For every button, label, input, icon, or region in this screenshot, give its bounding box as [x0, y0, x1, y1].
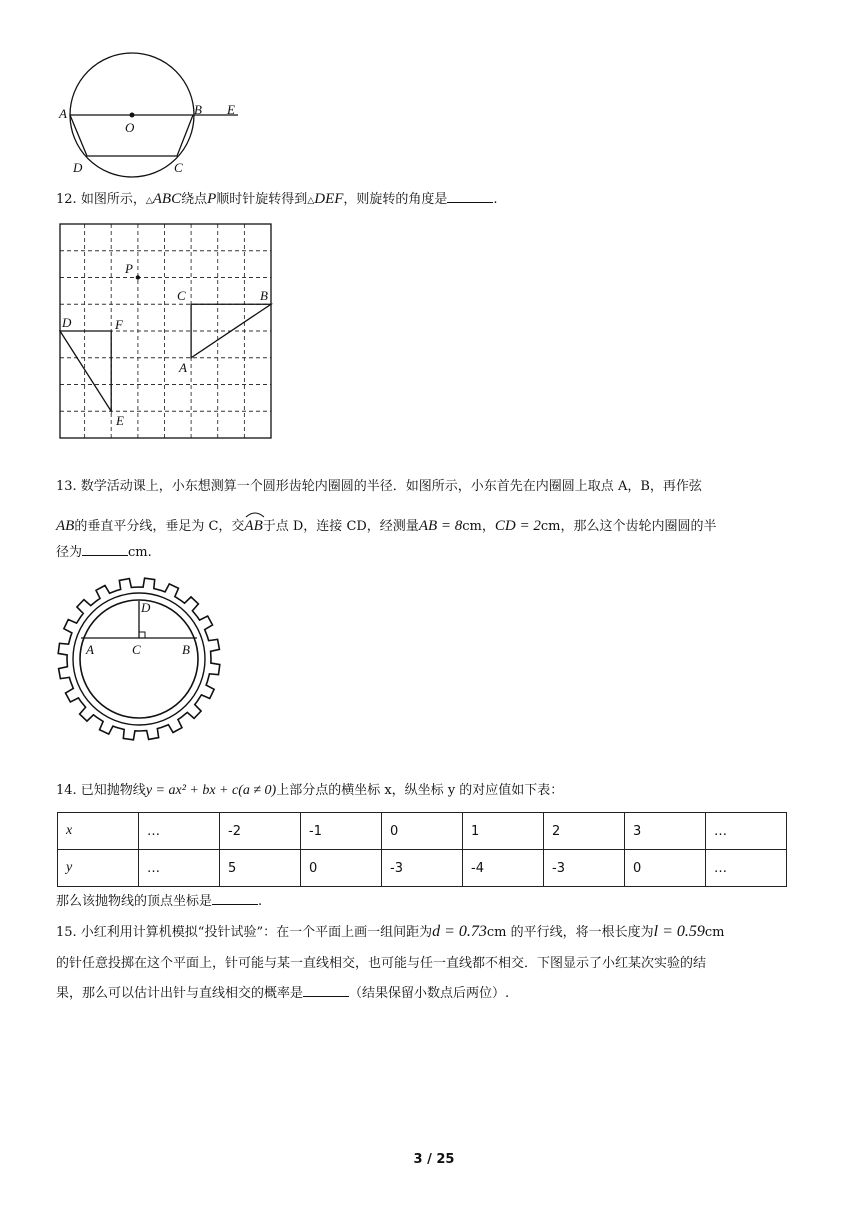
q15-text-b: cm 的平行线，将一根长度为 — [486, 925, 654, 940]
table-cell: 0 — [382, 813, 463, 850]
label-d: D — [141, 600, 151, 615]
label-o: O — [125, 120, 135, 135]
table-row-x — [58, 813, 787, 850]
question-15-line-3 — [56, 984, 509, 1003]
q13-unit1: cm， — [462, 519, 495, 534]
table-cell: … — [139, 813, 220, 850]
label-p: P — [125, 261, 133, 276]
table-cell: -1 — [301, 813, 382, 850]
q15-text-prob: 果，那么可以估计出针与直线相交的概率是 — [56, 986, 304, 1001]
triangle-def — [60, 331, 111, 411]
q13-text-b: 的垂直平分线，垂足为 C，交 — [74, 519, 245, 534]
table-cell: x — [58, 813, 139, 850]
table-cell: 2 — [544, 813, 625, 850]
q13-text-c: 于点 D，连接 CD，经测量 — [262, 519, 419, 534]
figure-grid-q12 — [58, 222, 274, 442]
q15-text-a: 15. 小红利用计算机模拟“投针试验”：在一个平面上画一组间距为 — [56, 925, 433, 940]
table-cell: … — [139, 850, 220, 887]
answer-blank-15[interactable] — [303, 984, 349, 997]
label-c: C — [177, 288, 186, 303]
table-cell: -3 — [544, 850, 625, 887]
label-f: F — [115, 317, 123, 332]
q12-text-c: 顺时针旋转得到 — [216, 192, 308, 207]
table-cell: 0 — [301, 850, 382, 887]
q13-eq2: CD = 2 — [494, 518, 541, 534]
q15-text-note: （结果保留小数点后两位）. — [349, 986, 510, 1001]
q12-text-b: 绕点 — [181, 192, 208, 207]
q15-text-c: cm — [704, 925, 725, 940]
label-d: D — [73, 160, 83, 175]
question-14-after — [56, 892, 262, 911]
arc-symbol — [245, 511, 265, 518]
q13-arc-ab — [244, 511, 262, 535]
label-a: A — [86, 642, 94, 657]
table-cell: 5 — [220, 850, 301, 887]
label-b: B — [194, 102, 202, 117]
question-13-line-3 — [56, 543, 152, 562]
q12-point: P — [207, 191, 217, 207]
label-b: B — [260, 288, 268, 303]
q14-after-b: . — [258, 894, 263, 909]
q13-unit2: cm，那么这个齿轮内圈圆的半 — [540, 519, 717, 534]
label-d: D — [62, 315, 72, 330]
q14-formula: y = ax² + bx + c(a ≠ 0) — [145, 783, 277, 798]
table-cell: -4 — [463, 850, 544, 887]
label-e: E — [116, 413, 124, 428]
table-cell: 3 — [625, 813, 706, 850]
page-number: 3 / 25 — [413, 1152, 455, 1167]
triangle-symbol: △ — [307, 196, 315, 206]
label-c: C — [132, 642, 141, 657]
q12-tri1: ABC — [152, 191, 182, 207]
q15-d: d = 0.73 — [432, 923, 487, 940]
label-a: A — [59, 106, 67, 121]
q13-ab: AB — [56, 518, 75, 534]
question-12 — [56, 190, 498, 210]
q12-number: 12. — [56, 192, 77, 207]
table-cell: -3 — [382, 850, 463, 887]
value-table — [57, 812, 787, 887]
label-e: E — [227, 102, 235, 117]
q13-unit-cm: cm. — [128, 545, 152, 560]
table-cell: … — [706, 850, 787, 887]
answer-blank-14[interactable] — [212, 892, 258, 905]
point-p — [136, 275, 140, 279]
label-a: A — [179, 360, 187, 375]
question-15-line-2: 的针任意投掷在这个平面上，针可能与某一直线相交，也可能与任一直线都不相交．下图显示了小红某次实验的结 — [56, 956, 707, 971]
q12-tri2: DEF — [314, 191, 344, 207]
table-row-y — [58, 850, 787, 887]
table-cell: 0 — [625, 850, 706, 887]
q12-text-d: ，则旋转的角度是 — [343, 192, 448, 207]
q14-after-a: 那么该抛物线的顶点坐标是 — [56, 894, 213, 909]
q15-l: l = 0.59 — [653, 923, 705, 940]
right-angle-mark — [139, 632, 145, 638]
q12-text-a: 如图所示， — [80, 192, 146, 207]
q13-text-radius: 径为 — [56, 545, 83, 560]
table-cell: … — [706, 813, 787, 850]
label-b: B — [182, 642, 190, 657]
question-14 — [56, 782, 563, 800]
figure-circle-q11 — [56, 52, 256, 178]
answer-blank-13[interactable] — [82, 543, 128, 556]
table-cell: 1 — [463, 813, 544, 850]
q14-text-a: 14. 已知抛物线 — [56, 783, 146, 798]
q13-eq1: AB = 8 — [418, 518, 463, 534]
triangle-symbol: △ — [145, 196, 153, 206]
q14-text-b: 上部分点的横坐标 x，纵坐标 y 的对应值如下表： — [276, 783, 564, 798]
question-13-line-1: 13. 数学活动课上，小东想测算一个圆形齿轮内圈圆的半径．如图所示，小东首先在内圈圆上取点 A，B，再作弦 — [56, 479, 702, 494]
question-15-line-1 — [56, 923, 725, 942]
figure-gear-q13 — [56, 576, 222, 742]
answer-blank-12[interactable] — [447, 190, 493, 203]
table-cell: -2 — [220, 813, 301, 850]
q12-end: . — [493, 192, 498, 207]
question-13-line-2 — [56, 511, 716, 536]
table-cell: y — [58, 850, 139, 887]
center-dot — [130, 113, 135, 118]
arc-label: AB — [244, 518, 263, 534]
label-c: C — [174, 160, 183, 175]
